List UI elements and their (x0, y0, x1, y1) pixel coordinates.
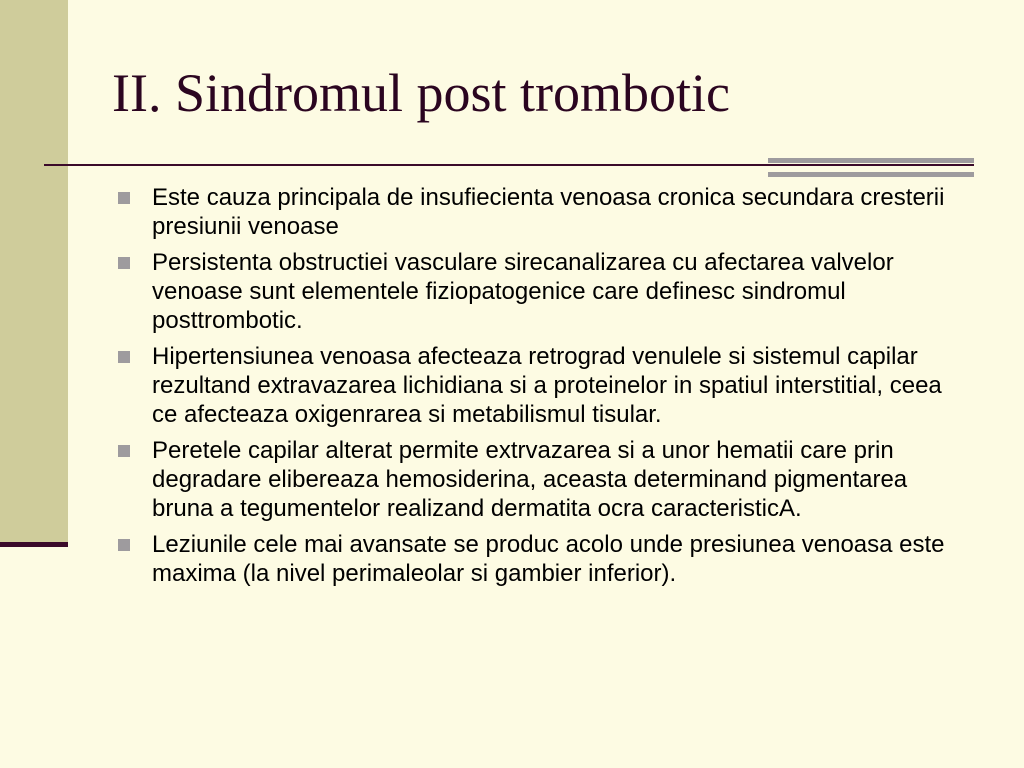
bullet-text: Hipertensiunea venoasa afecteaza retrograd venulele si sistemul capilar rezultand extravazarea lichidiana si a proteinelor in spatiul interstitial, ceea ce afecteaza oxigenrarea si metabilismul tisular. (152, 343, 942, 428)
square-bullet-icon (118, 351, 130, 363)
left-decorative-band (0, 0, 68, 546)
bullet-item (112, 248, 972, 335)
square-bullet-icon (118, 445, 130, 457)
bullet-item (112, 436, 972, 523)
bullet-text: Persistenta obstructiei vasculare sirecanalizarea cu afectarea valvelor venoase sunt elementele fiziopatogenice care definesc sindromul posttrombotic. (152, 249, 894, 334)
bullet-item (112, 530, 972, 588)
accent-bar-bottom (768, 172, 974, 177)
accent-bars (768, 158, 974, 180)
slide-title: II. Sindromul post trombotic (112, 63, 730, 123)
bullet-item (112, 183, 972, 241)
bullet-text: Leziunile cele mai avansate se produc acolo unde presiunea venoasa este maxima (la nivel perimaleolar si gambier inferior). (152, 531, 945, 587)
bullet-text: Peretele capilar alterat permite extrvazarea si a unor hematii care prin degradare elibereaza hemosiderina, aceasta determinand pigmentarea bruna a tegumentelor realizand dermatita ocra caracteristicA. (152, 437, 908, 522)
bullet-text: Este cauza principala de insufiecienta venoasa cronica secundara cresterii presiunii venoase (152, 184, 945, 240)
bullet-item (112, 342, 972, 429)
square-bullet-icon (118, 539, 130, 551)
left-band-underline (0, 542, 68, 547)
bullet-list (112, 183, 972, 595)
accent-bar-top (768, 158, 974, 163)
square-bullet-icon (118, 192, 130, 204)
square-bullet-icon (118, 257, 130, 269)
